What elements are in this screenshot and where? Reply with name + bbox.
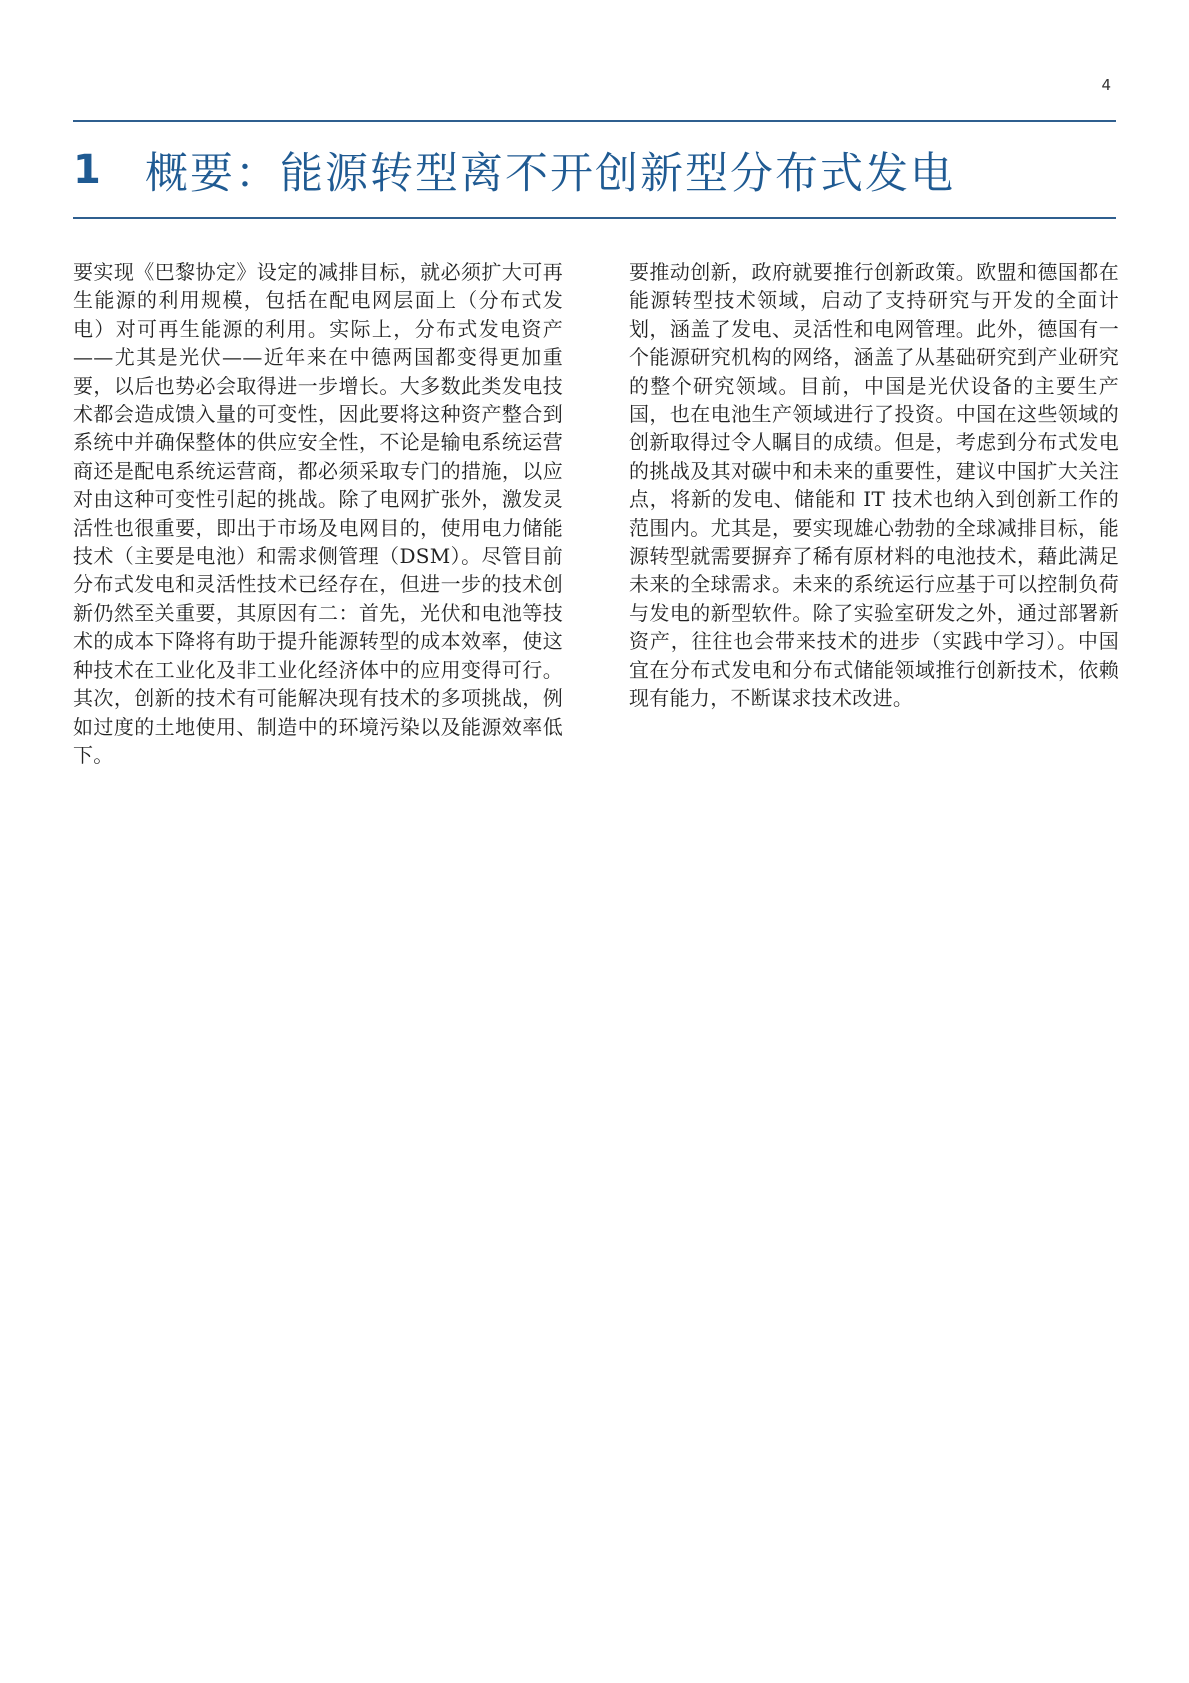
page-number: 4 (1101, 76, 1111, 94)
section-number: 1 (73, 147, 101, 193)
section-title: 概要：能源转型离不开创新型分布式发电 (145, 148, 955, 199)
body-text-right-column: 要推动创新，政府就要推行创新政策。欧盟和德国都在能源转型技术领域，启动了支持研究与开发的全面计划，涵盖了发电、灵活性和电网管理。此外，德国有一个能源研究机构的网络，涵盖了从基础研究到产业研究的整个研究领域。目前，中国是光伏设备的主要生产国，也在电池生产领域进行了投资。中国在这些领域的创新取得过令人瞩目的成绩。但是，考虑到分布式发电的挑战及其对碳中和未来的重要性，建议中国扩大关注点，将新的发电、储能和 IT 技术也纳入到创新工作的范围内。尤其是，要实现雄心勃勃的全球减排目标，能源转型就需要摒弃了稀有原材料的电池技术，藉此满足未来的全球需求。未来的系统运行应基于可以控制负荷与发电的新型软件。除了实验室研发之外，通过部署新资产，往往也会带来技术的进步（实践中学习）。中国宜在分布式发电和分布式储能领域推行创新技术，依赖现有能力，不断谋求技术改进。 (629, 260, 1119, 711)
header-rule-bottom (73, 217, 1116, 219)
header-rule-top (73, 120, 1116, 122)
section-heading (73, 140, 1116, 200)
body-text-left-column: 要实现《巴黎协定》设定的减排目标，就必须扩大可再生能源的利用规模，包括在配电网层面上（分布式发电）对可再生能源的利用。实际上，分布式发电资产——尤其是光伏——近年来在中德两国都变得更加重要，以后也势必会取得进一步增长。大多数此类发电技术都会造成馈入量的可变性，因此要将这种资产整合到系统中并确保整体的供应安全性，不论是输电系统运营商还是配电系统运营商，都必须采取专门的措施，以应对由这种可变性引起的挑战。除了电网扩张外，激发灵活性也很重要，即出于市场及电网目的，使用电力储能技术（主要是电池）和需求侧管理（DSM）。尽管目前分布式发电和灵活性技术已经存在，但进一步的技术创新仍然至关重要，其原因有二：首先，光伏和电池等技术的成本下降将有助于提升能源转型的成本效率，使这种技术在工业化及非工业化经济体中的应用变得可行。其次，创新的技术有可能解决现有技术的多项挑战，例如过度的土地使用、制造中的环境污染以及能源效率低下。 (73, 260, 563, 767)
